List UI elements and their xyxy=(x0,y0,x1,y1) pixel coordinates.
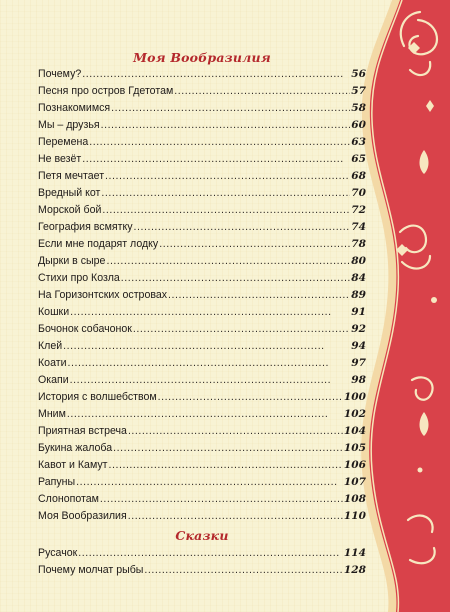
dot-leader xyxy=(168,289,350,301)
entry-title: Коати xyxy=(38,357,67,369)
entry-page: 57 xyxy=(351,85,366,97)
entry-page: 72 xyxy=(351,204,366,216)
entry-title: На Горизонтских островах xyxy=(38,289,168,301)
dot-leader xyxy=(100,493,343,505)
entry-title: Перемена xyxy=(38,136,89,148)
toc-entry xyxy=(38,476,366,490)
entry-page: 128 xyxy=(343,564,366,576)
entry-title: Бочонок собачонок xyxy=(38,323,132,335)
toc-entry xyxy=(38,374,366,388)
toc-entry xyxy=(38,425,366,439)
dot-leader xyxy=(70,306,350,318)
entry-page: 80 xyxy=(351,255,366,267)
dot-leader xyxy=(82,68,350,80)
entry-title: Если мне подарят лодку xyxy=(38,238,159,250)
entry-title: Клей xyxy=(38,340,63,352)
toc-entry xyxy=(38,357,366,371)
entry-title: Стихи про Козла xyxy=(38,272,120,284)
dot-leader xyxy=(174,85,350,97)
dot-leader xyxy=(89,136,350,148)
toc-entry xyxy=(38,119,366,133)
dot-leader xyxy=(133,323,350,335)
entry-title: Морской бой xyxy=(38,204,102,216)
entry-page: 63 xyxy=(351,136,366,148)
entry-title: Песня про остров Гдетотам xyxy=(38,85,174,97)
entry-page: 107 xyxy=(343,476,366,488)
entry-page: 92 xyxy=(351,323,366,335)
dot-leader xyxy=(82,153,350,165)
dot-leader xyxy=(159,238,350,250)
entry-title: Вредный кот xyxy=(38,187,101,199)
section-title: Моя Вообразилия xyxy=(133,50,271,65)
dot-leader xyxy=(102,204,350,216)
toc-entry xyxy=(38,442,366,456)
dot-leader xyxy=(70,374,351,386)
entry-title: Кошки xyxy=(38,306,70,318)
toc-entry xyxy=(38,340,366,354)
dot-leader xyxy=(68,357,351,369)
entry-title: История с волшебством xyxy=(38,391,157,403)
toc-entry xyxy=(38,459,366,473)
dot-leader xyxy=(67,408,343,420)
entry-title: Познакомимся xyxy=(38,102,111,114)
dot-leader xyxy=(111,102,350,114)
toc-entry xyxy=(38,408,366,422)
entry-page: 65 xyxy=(351,153,366,165)
dot-leader xyxy=(101,119,351,131)
entry-title: Дырки в сыре xyxy=(38,255,106,267)
entry-title: Почему молчат рыбы xyxy=(38,564,144,576)
entry-page: 91 xyxy=(351,306,366,318)
entry-title: Русачок xyxy=(38,547,78,559)
entry-page: 108 xyxy=(343,493,366,505)
toc-entry xyxy=(38,493,366,507)
entry-title: Моя Вообразилия xyxy=(38,510,127,522)
entry-title: Рапуны xyxy=(38,476,76,488)
toc-entry xyxy=(38,238,366,252)
toc-entry xyxy=(38,68,366,82)
entry-title: Букина жалоба xyxy=(38,442,113,454)
toc-entry xyxy=(38,102,366,116)
dot-leader xyxy=(101,187,350,199)
entry-title: Почему? xyxy=(38,68,82,80)
toc-entry xyxy=(38,255,366,269)
toc-entry xyxy=(38,391,366,405)
entry-page: 56 xyxy=(351,68,366,80)
entry-page: 98 xyxy=(351,374,366,386)
dot-leader xyxy=(109,459,343,471)
entry-title: Окапи xyxy=(38,374,69,386)
entry-page: 114 xyxy=(343,547,366,559)
entry-title: Кавот и Камут xyxy=(38,459,108,471)
toc-entry xyxy=(38,564,366,578)
dot-leader xyxy=(78,547,343,559)
entry-page: 104 xyxy=(343,425,366,437)
toc-entry xyxy=(38,204,366,218)
toc-entry xyxy=(38,323,366,337)
toc-entry xyxy=(38,85,366,99)
entry-title: Петя мечтает xyxy=(38,170,105,182)
dot-leader xyxy=(128,510,343,522)
entry-title: Приятная встреча xyxy=(38,425,127,437)
entry-page: 97 xyxy=(351,357,366,369)
toc-entry xyxy=(38,170,366,184)
entry-page: 84 xyxy=(351,272,366,284)
entry-title: География всмятку xyxy=(38,221,133,233)
toc-entry xyxy=(38,547,366,561)
entry-title: Мы – друзья xyxy=(38,119,100,131)
entry-page: 58 xyxy=(351,102,366,114)
entry-title: Мним xyxy=(38,408,66,420)
toc-entry xyxy=(38,272,366,286)
toc-entry xyxy=(38,306,366,320)
toc-entry xyxy=(38,136,366,150)
dot-leader xyxy=(113,442,343,454)
toc-entry xyxy=(38,289,366,303)
dot-leader xyxy=(106,255,350,267)
entry-page: 102 xyxy=(343,408,366,420)
dot-leader xyxy=(63,340,350,352)
entry-page: 105 xyxy=(343,442,366,454)
dot-leader xyxy=(144,564,342,576)
entry-page: 94 xyxy=(351,340,366,352)
section-title: Сказки xyxy=(175,528,229,543)
entry-page: 74 xyxy=(351,221,366,233)
dot-leader xyxy=(105,170,350,182)
entry-page: 70 xyxy=(351,187,366,199)
entry-title: Слонопотам xyxy=(38,493,99,505)
dot-leader xyxy=(121,272,350,284)
entry-page: 60 xyxy=(351,119,366,131)
dot-leader xyxy=(128,425,343,437)
entry-page: 100 xyxy=(343,391,366,403)
toc-entry xyxy=(38,153,366,167)
dot-leader xyxy=(158,391,343,403)
toc-entry xyxy=(38,187,366,201)
entry-title: Не везёт xyxy=(38,153,82,165)
toc-entry xyxy=(38,510,366,524)
toc-entry xyxy=(38,221,366,235)
entry-page: 78 xyxy=(351,238,366,250)
dot-leader xyxy=(134,221,351,233)
entry-page: 110 xyxy=(343,510,366,522)
entry-page: 106 xyxy=(343,459,366,471)
dot-leader xyxy=(76,476,343,488)
entry-page: 68 xyxy=(351,170,366,182)
entry-page: 89 xyxy=(351,289,366,301)
